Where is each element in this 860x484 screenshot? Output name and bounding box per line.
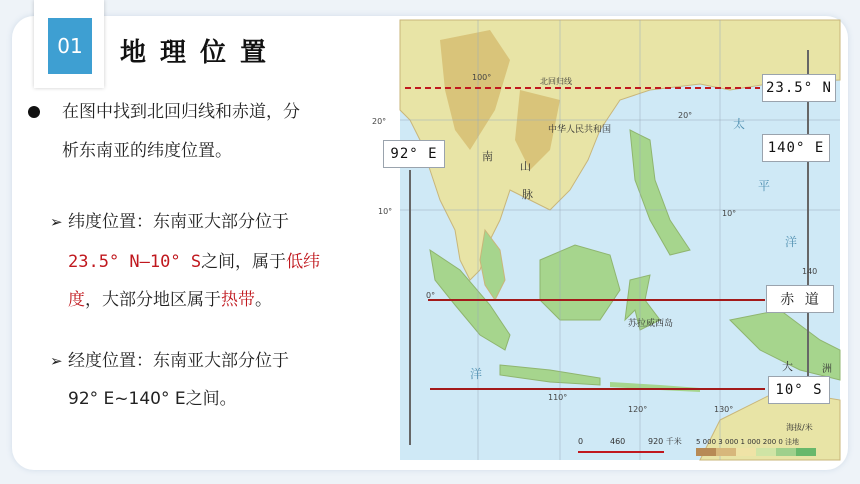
legend-swatch xyxy=(716,448,736,456)
tick-lon-140: 140 xyxy=(802,267,818,276)
bullet-dot-icon xyxy=(28,106,40,118)
longitude-line-1: 经度位置：东南亚大部分位于 xyxy=(68,351,289,371)
scale-label-920: 920 千米 xyxy=(648,437,682,446)
label-92e: 92° E xyxy=(383,140,445,168)
legend-values: 5 000 3 000 1 000 200 0 洼地 xyxy=(696,438,800,446)
tick-lon-100: 100° xyxy=(472,73,492,82)
question-line-1: 在图中找到北回归线和赤道，分 xyxy=(62,102,300,122)
map-label-pacific-3: 洋 xyxy=(785,235,798,249)
legend-swatch xyxy=(776,448,796,456)
label-140e: 140° E xyxy=(762,134,830,162)
latitude-zone-2: 热带 xyxy=(221,290,255,310)
borneo-island xyxy=(540,245,620,320)
map-label-sulawesi: 苏拉威西岛 xyxy=(628,319,674,329)
tick-lat-10-right: 10° xyxy=(722,209,737,218)
legend-title: 海拔/米 xyxy=(786,423,813,432)
legend-swatch xyxy=(736,448,756,456)
map-label-nan: 南 xyxy=(482,150,493,163)
map-label-tropic: 北回归线 xyxy=(540,77,572,86)
latitude-line-2 xyxy=(68,245,320,279)
latitude-range: 23.5° N—10° S xyxy=(68,252,202,272)
label-10s: 10° S xyxy=(768,376,830,404)
latitude-rest: ，大部分地区属于 xyxy=(85,290,221,310)
legend-swatch xyxy=(756,448,776,456)
map-label-mai: 脉 xyxy=(522,188,533,201)
map-label-china: 中华人民共和国 xyxy=(548,125,612,135)
map-label-zhou: 洲 xyxy=(822,364,832,375)
map-label-pacific-2: 平 xyxy=(758,179,771,193)
latitude-line-1: 纬度位置：东南亚大部分位于 xyxy=(68,212,289,232)
tick-lat-20-left: 20° xyxy=(372,117,387,126)
tick-lon-110: 110° xyxy=(548,393,568,402)
map-label-da: 大 xyxy=(782,360,793,373)
arrow-bullet-icon: ➢ xyxy=(50,352,63,370)
legend-swatch xyxy=(696,448,716,456)
section-number: 01 xyxy=(48,18,92,74)
tick-lat-10-left: 10° xyxy=(378,207,393,216)
map-label-shan: 山 xyxy=(520,160,531,173)
map-label-indian-ocean: 洋 xyxy=(470,367,483,381)
latitude-zone-b: 度 xyxy=(68,290,85,310)
tick-lon-130: 130° xyxy=(714,405,734,414)
tick-lat-0: 0° xyxy=(426,291,436,300)
question-line-2: 析东南亚的纬度位置。 xyxy=(62,141,232,161)
map-label-pacific-1: 太 xyxy=(733,117,746,131)
scale-label-460: 460 xyxy=(610,437,626,446)
scale-label-0: 0 xyxy=(578,437,584,446)
page-title: 地理位置 xyxy=(120,38,281,68)
latitude-line-3 xyxy=(68,283,272,317)
legend-swatch xyxy=(796,448,816,456)
tick-lon-120: 120° xyxy=(628,405,648,414)
legend-swatches xyxy=(696,448,816,456)
latitude-end: 。 xyxy=(255,290,272,310)
label-tropic-23-5n: 23.5° N xyxy=(762,74,836,102)
label-equator: 赤 道 xyxy=(766,285,834,313)
latitude-mid: 之间，属于 xyxy=(201,252,287,272)
arrow-bullet-icon: ➢ xyxy=(50,213,63,231)
tick-lat-20-right: 20° xyxy=(678,111,693,120)
longitude-line-2: 92° E~140° E之间。 xyxy=(68,389,237,409)
latitude-zone-a: 低纬 xyxy=(286,252,321,272)
